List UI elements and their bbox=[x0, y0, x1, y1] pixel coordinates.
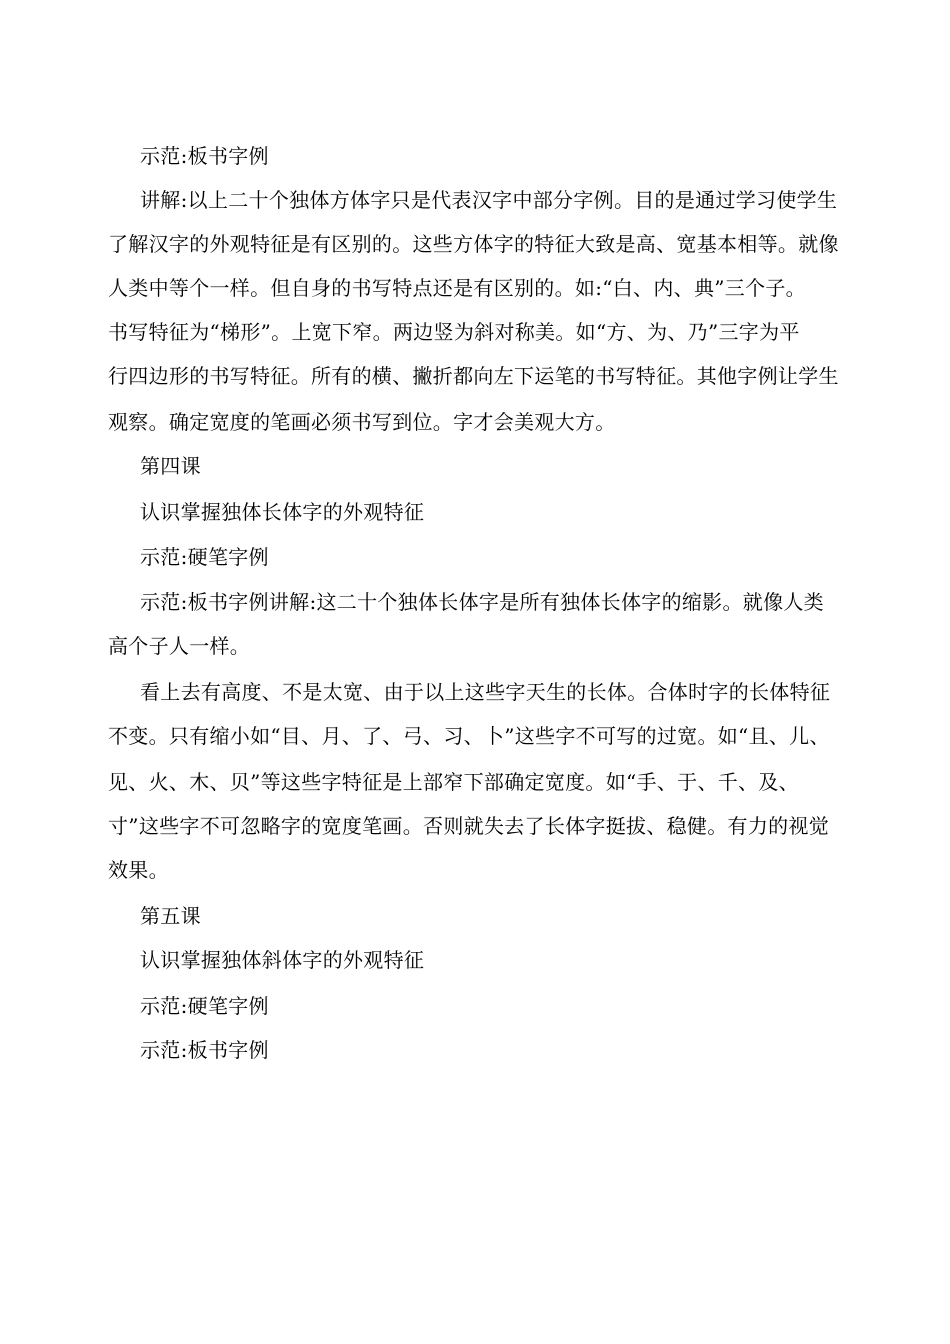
text-line: 观察。确定宽度的笔画必须书写到位。字才会美观大方。 bbox=[108, 410, 616, 434]
text-line: 行四边形的书写特征。所有的横、撇折都向左下运笔的书写特征。其他字例让学生 bbox=[108, 364, 839, 388]
lesson-subtitle: 认识掌握独体长体字的外观特征 bbox=[140, 500, 425, 524]
lesson-heading: 第四课 bbox=[140, 454, 201, 478]
lesson-heading: 第五课 bbox=[140, 904, 201, 928]
text-line: 讲解:以上二十个独体方体字只是代表汉字中部分字例。目的是通过学习使学生 bbox=[140, 188, 838, 212]
text-line: 示范:硬笔字例 bbox=[140, 545, 269, 569]
text-line: 示范:板书字例讲解:这二十个独体长体字是所有独体长体字的缩影。就像人类 bbox=[140, 590, 824, 614]
text-line: 看上去有高度、不是太宽、由于以上这些字天生的长体。合体时字的长体特征 bbox=[140, 680, 831, 704]
text-line: 了解汉字的外观特征是有区别的。这些方体字的特征大致是高、宽基本相等。就像 bbox=[108, 232, 839, 256]
text-line: 见、火、木、贝”等这些字特征是上部窄下部确定宽度。如“手、于、千、及、 bbox=[108, 770, 799, 794]
text-line: 不变。只有缩小如“目、月、了、弓、习、卜”这些字不可写的过宽。如“且、儿、 bbox=[108, 724, 830, 748]
text-line: 效果。 bbox=[108, 858, 169, 882]
text-line: 示范:硬笔字例 bbox=[140, 994, 269, 1018]
text-line: 书写特征为“梯形”。上宽下窄。两边竖为斜对称美。如“方、为、乃”三字为平 bbox=[108, 320, 800, 344]
text-line: 寸”这些字不可忽略字的宽度笔画。否则就失去了长体字挺拔、稳健。有力的视觉 bbox=[108, 814, 830, 838]
text-line: 人类中等个一样。但自身的书写特点还是有区别的。如:“白、内、典”三个子。 bbox=[108, 276, 806, 300]
text-line: 示范:板书字例 bbox=[140, 144, 269, 168]
lesson-subtitle: 认识掌握独体斜体字的外观特征 bbox=[140, 948, 425, 972]
text-line: 示范:板书字例 bbox=[140, 1038, 269, 1062]
text-line: 高个子人一样。 bbox=[108, 634, 251, 658]
